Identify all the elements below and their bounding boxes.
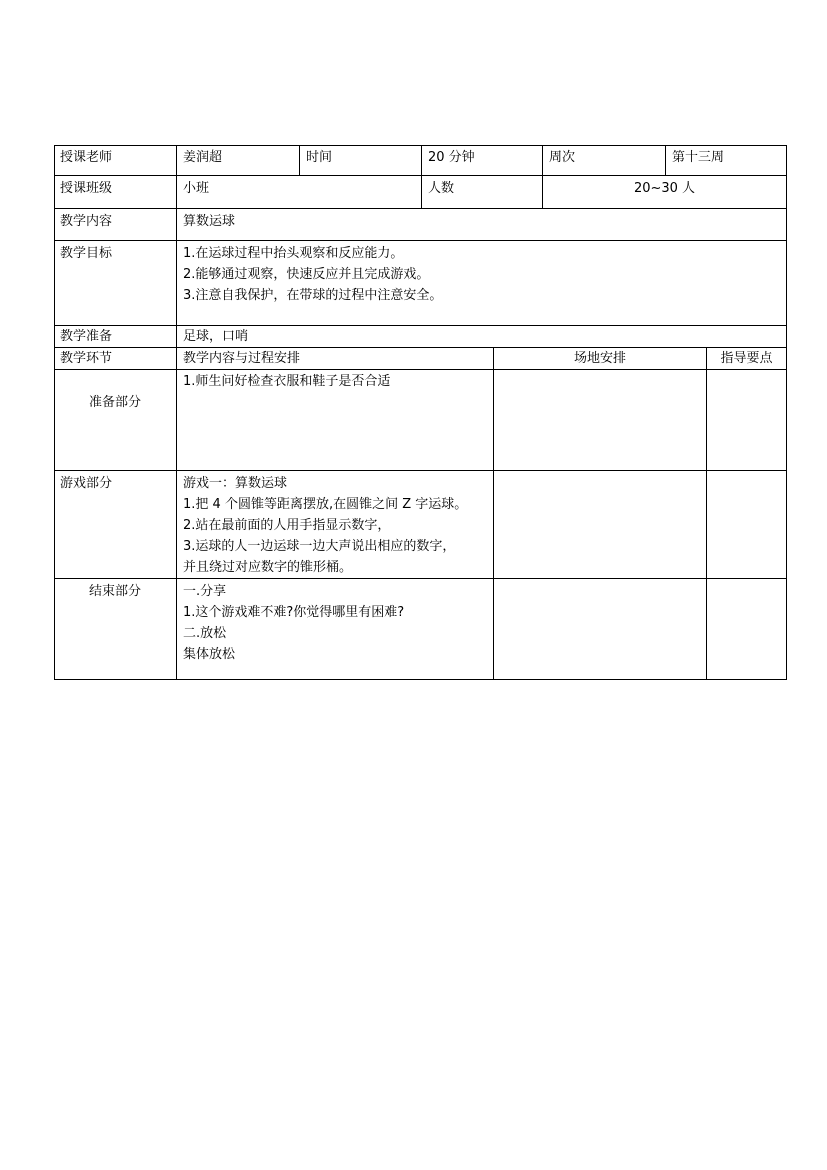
- section-content-end: [177, 579, 493, 679]
- content-value: 算数运球: [183, 214, 236, 229]
- section-line: 一.分享: [183, 584, 227, 599]
- table-border-bottom: [54, 679, 787, 680]
- people-value: 20~30 人: [633, 181, 696, 196]
- column-divider: [706, 347, 707, 680]
- time-value: 20 分钟: [428, 150, 475, 165]
- week-value: 第十三周: [672, 150, 725, 165]
- goals-list: [177, 241, 786, 325]
- content-label: 教学内容: [60, 214, 113, 229]
- section-line: 2.站在最前面的人用手指显示数字，: [183, 518, 391, 533]
- column-header-arrangement: 教学内容与过程安排: [183, 351, 301, 366]
- prep-value: 足球，口哨: [183, 329, 249, 344]
- class-value: 小班: [183, 181, 210, 196]
- column-header-venue: 场地安排: [573, 351, 626, 366]
- table-border-right: [786, 145, 787, 680]
- goal-item: 2.能够通过观察，快速反应并且完成游戏。: [183, 267, 430, 282]
- goal-item: 1.在运球过程中抬头观察和反应能力。: [183, 246, 404, 261]
- section-name-prep: 准备部分: [88, 395, 141, 410]
- column-divider: [493, 347, 494, 680]
- teacher-value: 姜润超: [183, 150, 223, 165]
- section-line: 集体放松: [183, 647, 236, 662]
- section-line: 3.运球的人一边运球一边大声说出相应的数字，: [183, 539, 456, 554]
- class-label: 授课班级: [60, 181, 113, 196]
- week-label: 周次: [549, 150, 576, 165]
- section-content-prep: [177, 371, 493, 470]
- teacher-label: 授课老师: [60, 150, 113, 165]
- section-line: 1.把 4 个圆锥等距离摆放,在圆锥之间 Z 字运球。: [183, 497, 468, 512]
- people-label: 人数: [428, 181, 455, 196]
- prep-label: 教学准备: [60, 329, 113, 344]
- section-line: 游戏一：算数运球: [183, 476, 288, 491]
- section-name-game: 游戏部分: [60, 476, 113, 491]
- section-name-end: 结束部分: [88, 584, 141, 599]
- section-line: 1.这个游戏难不难?你觉得哪里有困难?: [183, 605, 405, 620]
- section-line: 二.放松: [183, 626, 227, 641]
- row-divider: [54, 369, 787, 370]
- section-content-game: [177, 471, 493, 578]
- goals-label: 教学目标: [60, 246, 113, 261]
- column-header-key-points: 指导要点: [720, 351, 773, 366]
- column-header-stage: 教学环节: [60, 351, 113, 366]
- time-label: 时间: [306, 150, 333, 165]
- section-line: 并且绕过对应数字的锥形桶。: [183, 560, 353, 575]
- lesson-plan-table: [54, 145, 787, 680]
- goal-item: 3.注意自我保护，在带球的过程中注意安全。: [183, 288, 443, 303]
- section-line: 1.师生问好检查衣服和鞋子是否合适: [183, 374, 391, 389]
